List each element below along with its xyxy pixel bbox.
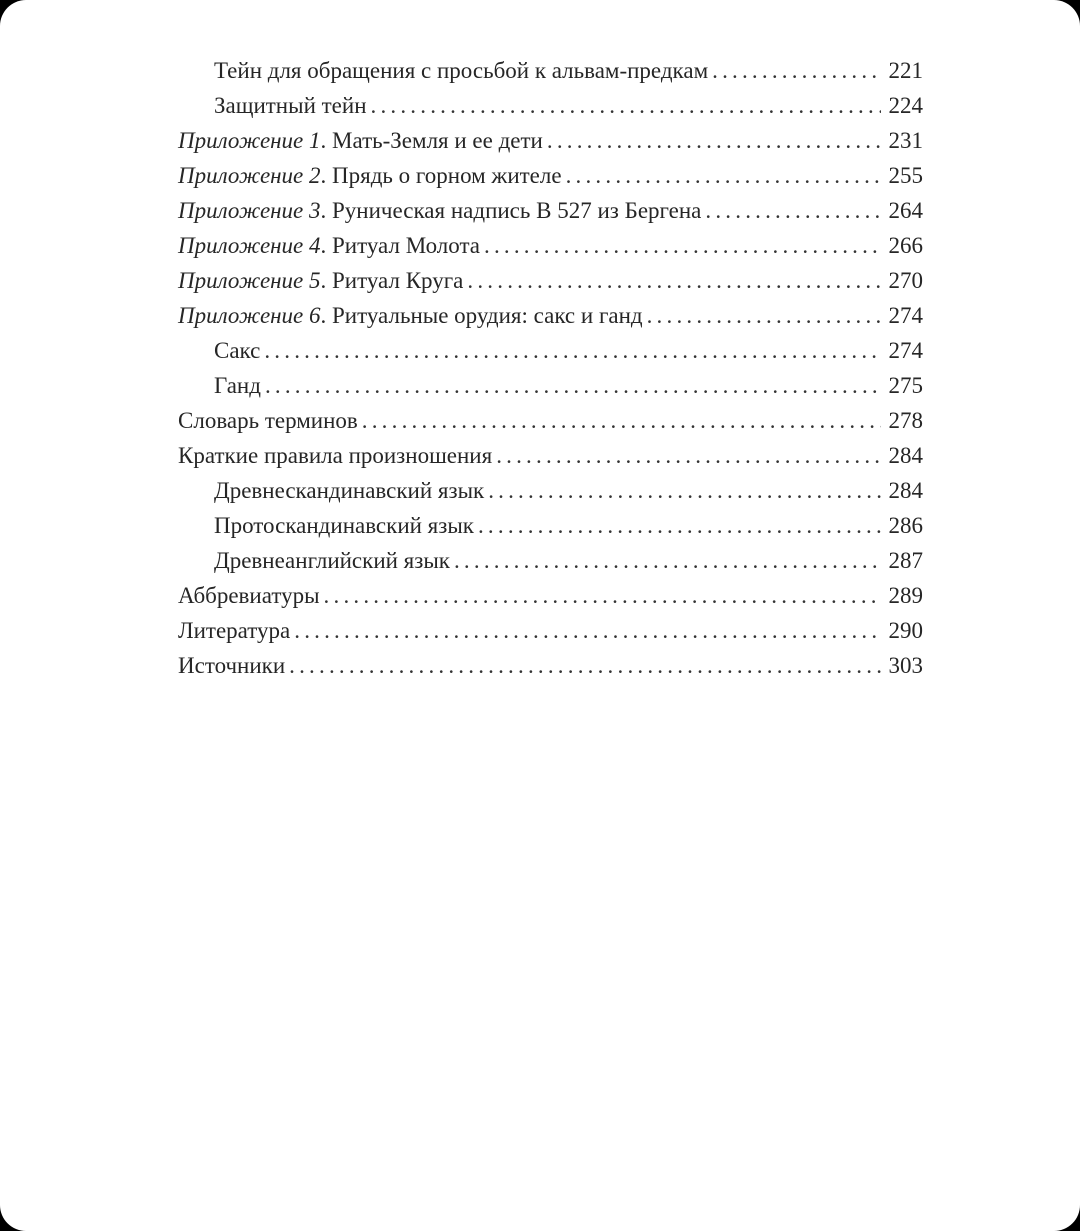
toc-entry bbox=[178, 298, 923, 333]
toc-page-number: 278 bbox=[888, 408, 923, 433]
toc-entry-title: . Ритуал Круга bbox=[320, 268, 464, 293]
toc-page-number: 224 bbox=[888, 93, 923, 118]
toc-leader-dots bbox=[484, 228, 881, 263]
toc-entry bbox=[178, 648, 923, 683]
toc-page-number: 286 bbox=[888, 513, 923, 538]
toc-entry bbox=[178, 613, 923, 648]
toc-entry-prefix: Приложение 3 bbox=[178, 198, 321, 223]
toc-leader-dots bbox=[265, 368, 881, 403]
toc-page-number: 275 bbox=[888, 373, 923, 398]
toc-leader-dots bbox=[324, 578, 881, 613]
toc-page-number: 290 bbox=[888, 618, 923, 643]
table-of-contents bbox=[178, 53, 923, 683]
toc-page-number: 221 bbox=[888, 58, 923, 83]
toc-leader-dots bbox=[264, 333, 881, 368]
toc-page-number: 264 bbox=[888, 198, 923, 223]
toc-entry-label bbox=[178, 158, 562, 193]
toc-page-number: 287 bbox=[888, 548, 923, 573]
toc-leader-dots bbox=[547, 123, 881, 158]
toc-leader-dots bbox=[454, 543, 881, 578]
toc-page-number: 274 bbox=[888, 303, 923, 328]
toc-leader-dots bbox=[647, 298, 881, 333]
toc-leader-dots bbox=[478, 508, 881, 543]
toc-entry-title: Краткие правила произношения bbox=[178, 443, 493, 468]
toc-entry-label bbox=[214, 333, 260, 368]
toc-entry bbox=[178, 193, 923, 228]
toc-entry bbox=[178, 158, 923, 193]
toc-leader-dots bbox=[294, 613, 881, 648]
toc-entry bbox=[178, 123, 923, 158]
toc-entry-prefix: Приложение 5 bbox=[178, 268, 321, 293]
toc-entry bbox=[178, 228, 923, 263]
toc-entry-title: Древнеанглийский язык bbox=[214, 548, 450, 573]
toc-entry-label bbox=[178, 123, 543, 158]
toc-leader-dots bbox=[566, 158, 881, 193]
toc-entry-label bbox=[214, 473, 484, 508]
toc-leader-dots bbox=[289, 648, 881, 683]
toc-entry-label bbox=[178, 193, 701, 228]
toc-entry-label bbox=[178, 438, 492, 473]
toc-entry bbox=[178, 578, 923, 613]
toc-entry-title: . Руническая надпись В 527 из Бергена bbox=[320, 198, 702, 223]
toc-leader-dots bbox=[371, 88, 882, 123]
toc-page-number: 270 bbox=[888, 268, 923, 293]
toc-page-number: 284 bbox=[888, 478, 923, 503]
toc-entry-title: Аббревиатуры bbox=[178, 583, 320, 608]
toc-entry-label bbox=[178, 648, 285, 683]
toc-entry-label bbox=[214, 543, 450, 578]
toc-entry-title: Древнескандинавский язык bbox=[214, 478, 485, 503]
toc-entry-title: Сакс bbox=[214, 338, 261, 363]
toc-entry-label bbox=[178, 403, 358, 438]
toc-entry-title: Ганд bbox=[214, 373, 261, 398]
toc-entry-prefix: Приложение 1 bbox=[178, 128, 321, 153]
toc-entry bbox=[178, 88, 923, 123]
toc-entry-label bbox=[178, 613, 290, 648]
toc-entry bbox=[178, 368, 923, 403]
toc-entry-label bbox=[214, 88, 367, 123]
toc-entry-prefix: Приложение 2 bbox=[178, 163, 321, 188]
toc-entry bbox=[178, 333, 923, 368]
toc-entry-label bbox=[178, 578, 320, 613]
toc-entry-title: . Ритуальные орудия: сакс и ганд bbox=[320, 303, 643, 328]
toc-entry-title: . Прядь о горном жителе bbox=[320, 163, 562, 188]
toc-entry-title: Защитный тейн bbox=[214, 93, 367, 118]
toc-entry-label bbox=[214, 508, 474, 543]
toc-leader-dots bbox=[467, 263, 881, 298]
toc-page-number: 303 bbox=[888, 653, 923, 678]
toc-entry-prefix: Приложение 4 bbox=[178, 233, 321, 258]
toc-page-number: 274 bbox=[888, 338, 923, 363]
toc-page-number: 231 bbox=[888, 128, 923, 153]
toc-entry bbox=[178, 53, 923, 88]
toc-entry bbox=[178, 543, 923, 578]
toc-entry-title: Источники bbox=[178, 653, 286, 678]
toc-entry bbox=[178, 438, 923, 473]
toc-page-number: 255 bbox=[888, 163, 923, 188]
toc-entry-prefix: Приложение 6 bbox=[178, 303, 321, 328]
toc-leader-dots bbox=[362, 403, 881, 438]
toc-entry-label bbox=[178, 298, 643, 333]
toc-entry-label bbox=[178, 263, 463, 298]
toc-leader-dots bbox=[488, 473, 881, 508]
toc-entry bbox=[178, 508, 923, 543]
toc-page-number: 289 bbox=[888, 583, 923, 608]
toc-leader-dots bbox=[712, 53, 881, 88]
toc-entry bbox=[178, 403, 923, 438]
toc-page-number: 266 bbox=[888, 233, 923, 258]
toc-page-number: 284 bbox=[888, 443, 923, 468]
toc-entry-title: . Мать-Земля и ее дети bbox=[320, 128, 543, 153]
toc-entry-title: Тейн для обращения с просьбой к альвам-предкам bbox=[214, 58, 709, 83]
toc-leader-dots bbox=[496, 438, 881, 473]
toc-entry-title: Протоскандинавский язык bbox=[214, 513, 474, 538]
toc-entry bbox=[178, 263, 923, 298]
toc-entry bbox=[178, 473, 923, 508]
toc-entry-title: . Ритуал Молота bbox=[320, 233, 480, 258]
toc-leader-dots bbox=[705, 193, 881, 228]
toc-entry-title: Литература bbox=[178, 618, 291, 643]
toc-entry-title: Словарь терминов bbox=[178, 408, 358, 433]
toc-entry-label bbox=[178, 228, 480, 263]
toc-entry-label bbox=[214, 368, 261, 403]
toc-entry-label bbox=[214, 53, 708, 88]
